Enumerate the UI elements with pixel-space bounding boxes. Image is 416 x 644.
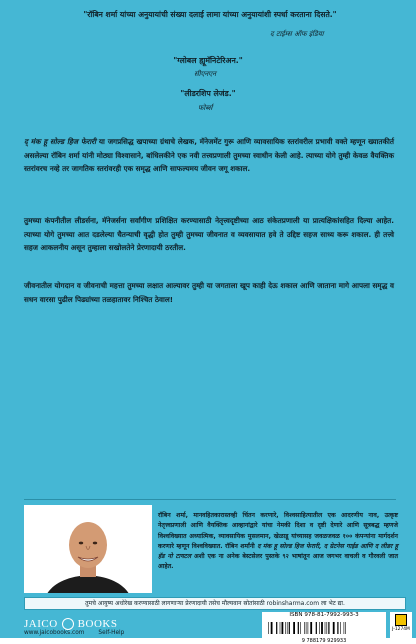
price-logo-icon xyxy=(395,614,407,626)
barcode-bar xyxy=(308,622,309,634)
barcode-bar xyxy=(319,622,320,634)
barcode-bar xyxy=(328,622,329,634)
barcode-bar xyxy=(285,622,286,634)
barcode-bar xyxy=(345,622,346,634)
quote-source-cnn: सीएनएन xyxy=(194,70,217,78)
paragraph-1: द् मंक हू सोल्ड हिज फेरारी या जगप्रसिद्ध खपाच्या ग्रंथाचे लेखक, मॅनेजमेंट गुरू आणि व्यावसायिक स्तरांवरील प्रभावी वक्ते म्हणून ख्यातकीर्त असलेल्या रॉबिन शर्मा यांनी मोठ्या विश्वासाने, बांधिलकीने एक नवी तत्त्वप्रणाली तुमच्या स्वाधीन केली आहे. त्याच्या योगे तुम्ही केवळ वैयक्तिक स्तरांवरच नव्हे तर जागतिक स्तरांवरही एक समृद्ध आणि साफल्यमय जीवन जगू शकाल. xyxy=(24,137,394,174)
website-strip: तुमचे आयुष्य अधोरेख करण्यासाठी लागणाऱ्या प्रेरणादायी तसेच मौल्यवान स्रोतांसाठी robinsharma.com ला भेट द्या. xyxy=(24,597,406,610)
barcode-bar xyxy=(293,622,295,634)
barcode-bar xyxy=(325,622,326,634)
barcode-bar xyxy=(271,622,273,634)
paragraph-3: जीवनातील योगदान व जीवनाची महत्ता तुमच्या लक्षात आल्यावर तुम्ही या जगताला खूप काही देऊ शकाल आणि जाताना मागे आपला समृद्ध व सधन वारसा पुढील पिढ्यांच्या तळहातावर निश्चित ठेवाल! xyxy=(24,281,394,304)
barcode-bar xyxy=(268,622,269,634)
publisher-logo-circle-icon xyxy=(62,618,74,630)
barcode-bar xyxy=(340,622,341,634)
barcode-area xyxy=(262,612,386,644)
top-quote-source: द टाईम्स ऑफ इंडिया xyxy=(270,30,324,38)
barcode-bar xyxy=(316,622,317,634)
barcode-bar xyxy=(327,622,328,634)
publisher-website[interactable]: www.jaicobooks.com xyxy=(24,630,85,636)
barcode-bar xyxy=(287,622,288,634)
barcode-bar xyxy=(337,622,338,634)
barcode-bar xyxy=(300,622,301,634)
barcode-bar xyxy=(282,622,284,634)
author-photo xyxy=(24,505,152,593)
publisher-footer xyxy=(24,630,254,636)
barcode-bar xyxy=(298,622,299,634)
isbn-label: ISBN 978-81-7992-993-3 xyxy=(289,612,359,618)
barcode-bar xyxy=(306,622,307,634)
barcode-bar xyxy=(289,622,290,634)
author-bio: रॉबिन शर्मा, मानवहितकारास्तव्ही चिंतन करणारे, विश्वसाहित्यातील एक आदरणीय नाव, उत्कृष्ट नेतृत्त्वप्रणाली आणि वैयक्तिक आव्हानांद्वारे यांचा नेमकी दिशा व दृष्टी देणारे आणि सूत्रबद्ध म्हणजे विश्वविख्यात अध्यात्मिक, व्यावसायिक मुसलमान, खेळाडू यांच्यासह जवळजवळ १०० कंपन्यांना मार्गदर्शन करणारे म्हणून विश्वविख्यात. रॉबिन शर्मांनी द मंक हू सोल्ड हिज फेरारी, द ग्रेटनेस गाईड आणि द लीडर हू हॅड नो टायटल अशी एक ना अनेक बेस्टसेलर पुस्तके ९२ भाषांतून आज जगभर वाचली व गौरवली जात आहेत. xyxy=(158,512,399,571)
barcode-bar xyxy=(276,622,277,634)
barcode-bar xyxy=(310,622,312,634)
quote-source-forbes: फोर्ब्स xyxy=(198,104,213,112)
top-quote: "रॉबिन शर्मा यांच्या अनुयायांची संख्या दलाई लामा यांच्या अनुयायांशी स्पर्धा करताना दिसते." xyxy=(83,10,337,19)
publisher-block xyxy=(24,618,254,630)
barcode-number: 9 788179 929933 xyxy=(301,638,347,644)
barcode-bar xyxy=(333,622,335,634)
barcode-bar xyxy=(321,622,323,634)
barcode-bar xyxy=(280,622,281,634)
publisher-logo: JAICO BOOKS xyxy=(24,618,118,630)
barcode-graphic xyxy=(262,622,386,634)
quote-global-humanitarian: "ग्लोबल ह्यूमॅनिटेरिअन." xyxy=(173,56,243,65)
barcode-bar xyxy=(344,622,345,634)
paragraph-2: तुमच्या कंपनीतील लीडर्सना, मॅनेजर्सना सर्वांगीण प्रशिक्षित करण्यासाठी नेतृत्त्वदृष्टीच्या आठ संकेतप्रणाली या प्रात्यक्षिकांसहित दिल्या आहेत. त्याच्या योगे तुमच्या आत दडलेल्या चैतन्याची वृद्धी होत तुम्ही तुमच्या जीवनात व व्यवसायात हवे ते उद्दिष्ट सहज साध्य करू शकाल. ही तत्त्वे सहज आकलनीय असून तुम्हाला सखोलतेने प्रेरणादायी ठरतील. xyxy=(24,216,394,253)
price-code: J-1274M xyxy=(392,627,410,632)
price-box xyxy=(390,612,412,638)
section-divider xyxy=(24,499,396,500)
publisher-category: Self-Help xyxy=(98,630,125,636)
barcode-bar xyxy=(304,622,305,634)
quote-leadership-legend: "लीडरशिप लेजंड." xyxy=(180,89,236,98)
